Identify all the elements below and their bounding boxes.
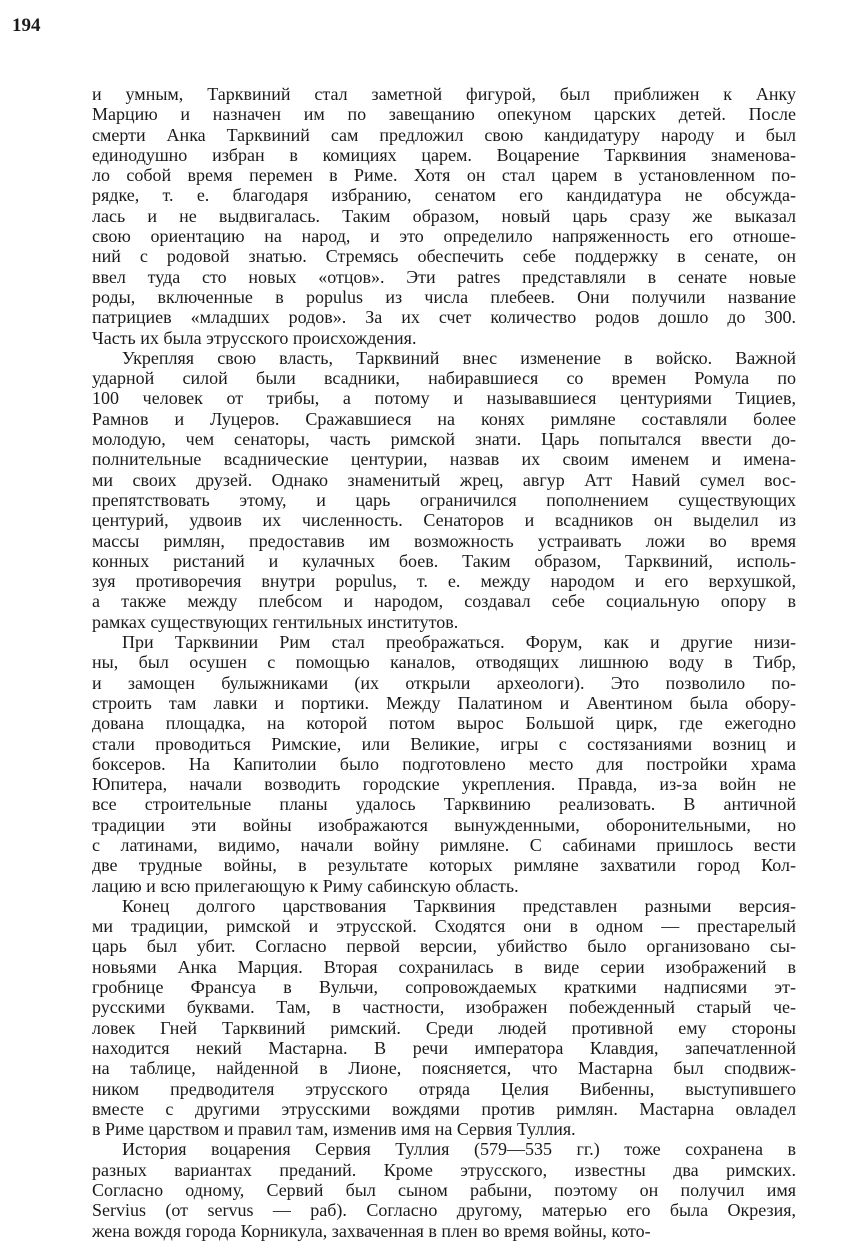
text-line: в Риме царством и правил там, изменив имя на Сервия Туллия.	[92, 1119, 576, 1140]
paragraph	[92, 632, 796, 896]
text-line: Servius (от servus — раб). Согласно другому, матерью его была Окрезия,	[92, 1200, 796, 1221]
paragraph	[92, 84, 796, 348]
text-line: патрициев «младших родов». За их счет количество родов дошло до 300.	[92, 307, 796, 328]
text-line: История воцарения Сервия Туллия (579—535 гг.) тоже сохранена в	[122, 1139, 796, 1160]
text-line: дована площадка, на которой потом вырос Большой цирк, где ежегодно	[92, 713, 796, 734]
text-line: ло собой время перемен в Риме. Хотя он стал царем в установленном по-	[92, 165, 796, 186]
text-line: гробнице Франсуа в Вульчи, сопровождаемых краткими надписями эт-	[92, 977, 796, 998]
text-line: Конец долгого царствования Тарквиния представлен разными версия-	[122, 895, 796, 916]
page-number: 194	[12, 15, 41, 36]
text-line: полнительные всаднические центурии, назвав их своим именем и имена-	[92, 449, 796, 470]
text-line: Рамнов и Луцеров. Сражавшиеся на конях римляне составляли более	[92, 408, 796, 429]
text-line: на таблице, найденной в Лионе, поясняется, что Мастарна был сподвиж-	[92, 1058, 796, 1079]
text-line: новьями Анка Марция. Вторая сохранилась в виде серии изображений в	[92, 956, 796, 977]
text-line: ввел туда сто новых «отцов». Эти patres представляли в сенате новые	[92, 266, 796, 287]
text-line: ми традиции, римской и этрусской. Сходятся они в одном — престарелый	[92, 916, 796, 937]
text-line: ловек Гней Тарквиний римский. Среди людей противной ему стороны	[92, 1017, 796, 1038]
text-line: находится некий Мастарна. В речи императора Клавдия, запечатленной	[92, 1037, 796, 1058]
text-line: разных вариантах преданий. Кроме этрусского, известны два римских.	[92, 1159, 796, 1180]
text-line: традиции эти войны изображаются вынужденными, оборонительными, но	[92, 814, 796, 835]
text-line: Юпитера, начали возводить городские укрепления. Правда, из-за войн не	[92, 774, 796, 795]
text-line: жена вождя города Корникула, захваченная в плен во время войны, кото-	[92, 1220, 651, 1241]
text-line: конных ристаний и кулачных боев. Таким образом, Тарквиний, исполь-	[92, 550, 796, 571]
text-line: рамках существующих гентильных институтов.	[92, 611, 459, 632]
text-line: стали проводиться Римские, или Великие, игры с состязаниями возниц и	[92, 733, 796, 754]
text-line: все строительные планы удалось Тарквинию реализовать. В античной	[92, 794, 796, 815]
paragraph	[92, 1139, 796, 1240]
text-line: Укрепляя свою власть, Тарквиний внес изменение в войско. Важной	[122, 347, 796, 368]
text-line: вместе с другими этрусскими вождями против римлян. Мастарна овладел	[92, 1098, 796, 1119]
text-line: массы римлян, предоставив им возможность устраивать ложи во время	[92, 530, 796, 551]
text-line: и замощен булыжниками (их открыли археологи). Это позволило по-	[92, 672, 796, 693]
text-line: и умным, Тарквиний стал заметной фигурой, был приближен к Анку	[92, 84, 796, 104]
text-line: боксеров. На Капитолии было подготовлено место для постройки храма	[92, 753, 796, 774]
text-line: ником предводителя этрусского отряда Целия Вибенны, выступившего	[92, 1078, 796, 1099]
text-line: центурий, удвоив их численность. Сенаторов и всадников он выделил из	[92, 510, 796, 531]
text-line: а также между плебсом и народом, создавал себе социальную опору в	[92, 591, 796, 612]
text-line: единодушно избран в комициях царем. Воцарение Тарквиния знаменова-	[92, 144, 796, 165]
text-line: 100 человек от трибы, а потому и называвшиеся центуриями Тициев,	[92, 388, 796, 409]
text-line: При Тарквинии Рим стал преображаться. Форум, как и другие низи-	[122, 632, 796, 653]
text-line: молодую, чем сенаторы, часть римской знати. Царь попытался ввести до-	[92, 429, 796, 450]
page-body	[92, 84, 796, 1241]
text-line: Часть их была этрусского происхождения.	[92, 327, 417, 348]
text-line: роды, включенные в populus из числа плебеев. Они получили название	[92, 286, 796, 307]
text-line: ний с родовой знатью. Стремясь обеспечить себе поддержку в сенате, он	[92, 246, 796, 267]
paragraph	[92, 896, 796, 1140]
text-line: лацию и всю прилегающую к Риму сабинскую область.	[92, 875, 519, 896]
text-line: Согласно одному, Сервий был сыном рабыни, поэтому он получил имя	[92, 1180, 796, 1201]
text-line: препятствовать этому, и царь ограничился пополнением существующих	[92, 489, 796, 510]
text-line: зуя противоречия внутри populus, т. е. между народом и его верхушкой,	[92, 571, 796, 592]
paragraph	[92, 348, 796, 632]
text-line: с латинами, видимо, начали войну римляне. С сабинами пришлось вести	[92, 834, 796, 855]
text-line: царь был убит. Согласно первой версии, убийство было организовано сы-	[92, 936, 796, 957]
text-line: строить там лавки и портики. Между Палатином и Авентином была обору-	[92, 692, 796, 713]
text-line: Марцию и назначен им по завещанию опекуном царских детей. После	[92, 104, 796, 125]
text-line: русскими буквами. Там, в частности, изображен побежденный старый че-	[92, 997, 796, 1018]
text-line: смерти Анка Тарквиний сам предложил свою кандидатуру народу и был	[92, 124, 796, 145]
text-line: две трудные войны, в результате которых римляне захватили город Кол-	[92, 855, 796, 876]
text-line: рядке, т. е. благодаря избранию, сенатом его кандидатура не обсужда-	[92, 185, 796, 206]
text-line: лась и не выдвигалась. Таким образом, новый царь сразу же выказал	[92, 205, 796, 226]
text-line: ударной силой были всадники, набиравшиеся со времен Ромула по	[92, 368, 796, 389]
text-line: свою ориентацию на народ, и это определило напряженность его отноше-	[92, 226, 796, 247]
text-line: ми своих друзей. Однако знаменитый жрец, авгур Атт Навий сумел вос-	[92, 469, 796, 490]
text-line: ны, был осушен с помощью каналов, отводящих лишнюю воду в Тибр,	[92, 652, 796, 673]
